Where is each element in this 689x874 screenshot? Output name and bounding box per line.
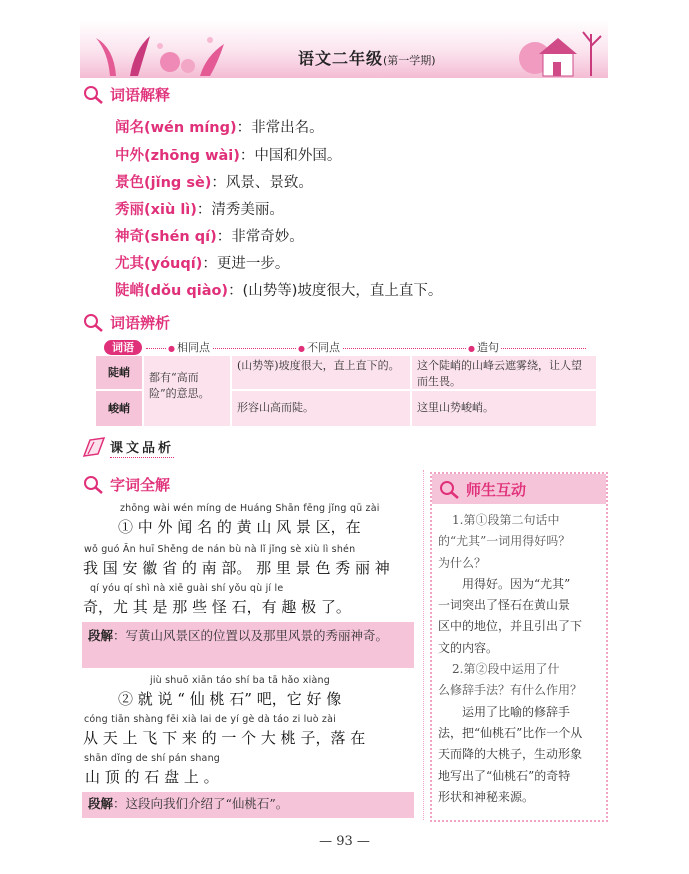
magnifier-icon <box>82 85 104 105</box>
word-analysis-title: 字词全解 <box>82 474 170 495</box>
pinyin-line: cóng tiān shàng fēi xià lai de yí gè dà táo zi luò zài <box>84 714 336 725</box>
page-number: — 93 — <box>319 834 370 849</box>
vocab-item: 秀丽(xiù lì)：清秀美丽。 <box>115 202 284 218</box>
vocab-item: 闻名(wén míng)：非常出名。 <box>115 120 324 136</box>
vocab-section-title: 词语解释 <box>82 84 170 105</box>
text-line: 奇，尤 其 是 那 些 怪 石，有 趣 极 了。 <box>83 598 351 616</box>
pinyin-line: zhōng wài wén míng de Huáng Shān fēng jǐng qū zài <box>120 503 380 514</box>
flower-decoration-icon <box>90 32 240 78</box>
vocab-item: 中外(zhōng wài)：中国和外国。 <box>115 148 342 164</box>
compare-section-title: 词语辨析 <box>82 312 170 333</box>
text-line: 我 国 安 徽 省 的 南 部。 那 里 景 色 秀 丽 神 <box>83 559 390 577</box>
column-diff: ● 不同点 <box>296 340 342 356</box>
text-line: 从 天 上 飞 下 来 的 一 个 大 桃 子，落 在 <box>83 729 366 747</box>
vocab-item: 景色(jǐng sè)：风景、景致。 <box>115 175 313 191</box>
table-cell-sentence: 这个陡峭的山峰云遮雾绕，让人望而生畏。 <box>412 356 596 389</box>
text-line: 山 顶 的 石 盘 上 。 <box>85 768 219 786</box>
book-title: 语文二年级(第一学期) <box>298 49 436 68</box>
compare-table <box>96 356 596 426</box>
magnifier-icon <box>82 313 104 333</box>
interaction-title: 师生互动 <box>438 479 526 500</box>
magnifier-icon <box>82 475 104 495</box>
text-analysis-banner: 课文品析 <box>82 436 174 458</box>
table-cell-diff: 形容山高而陡。 <box>232 391 410 426</box>
pinyin-line: wǒ guó Ān huī Shěng de nán bù nà lǐ jǐng sè xiù lì shén <box>84 544 356 555</box>
compare-table-header <box>96 340 596 356</box>
pinyin-line: jiù shuō xiān táo shí ba tā hǎo xiàng <box>150 675 330 686</box>
column-sentence: ● 造句 <box>466 340 501 356</box>
table-cell-diff: (山势等)坡度很大，直上直下的。 <box>232 356 410 389</box>
interaction-box <box>430 472 608 822</box>
vocab-item: 陡峭(dǒu qiào)：(山势等)坡度很大，直上直下。 <box>115 283 443 299</box>
column-divider <box>423 470 424 820</box>
magnifier-icon <box>438 480 460 500</box>
paragraph-explanation-2: 段解：这段向我们介绍了“仙桃石”。 <box>82 792 414 818</box>
interaction-text: 1.第①段第二句话中 的“尤其”一词用得好吗？ 为什么？ 用得好。因为“尤其” 一词突出了怪石在黄山景 区中的地位，并且引出了下 文的内容。 2.第②段中运用了什 么修辞手法？有什么作用？ 运用了比喻的修辞手 法，把“仙桃石”比作一个从 天而降的大桃子，生动形象 地写出了“仙桃石”的奇特 形状和神秘来源。 <box>438 513 583 804</box>
column-word: 词语 <box>104 340 142 355</box>
table-cell-common: 都有“高而险”的意思。 <box>144 356 230 426</box>
pencil-book-icon <box>82 436 106 458</box>
column-common: ● 相同点 <box>166 340 212 356</box>
page-header <box>80 20 608 78</box>
house-decoration-icon <box>505 24 605 78</box>
paragraph-explanation-1: 段解：写黄山风景区的位置以及那里风景的秀丽神奇。 <box>82 622 414 668</box>
pinyin-line: qí yóu qí shì nà xiē guài shí yǒu qù jí le <box>90 583 284 594</box>
table-cell-word: 峻峭 <box>96 391 142 426</box>
vocab-item: 尤其(yóuqí)：更进一步。 <box>115 256 290 272</box>
text-line: ② 就 说 “ 仙 桃 石” 吧，它 好 像 <box>118 690 342 708</box>
pinyin-line: shān dǐng de shí pán shang <box>84 753 221 764</box>
table-cell-sentence: 这里山势峻峭。 <box>412 391 596 426</box>
text-line: ① 中 外 闻 名 的 黄 山 风 景 区，在 <box>118 518 361 536</box>
vocab-item: 神奇(shén qí)：非常奇妙。 <box>115 229 304 245</box>
table-cell-word: 陡峭 <box>96 356 142 389</box>
